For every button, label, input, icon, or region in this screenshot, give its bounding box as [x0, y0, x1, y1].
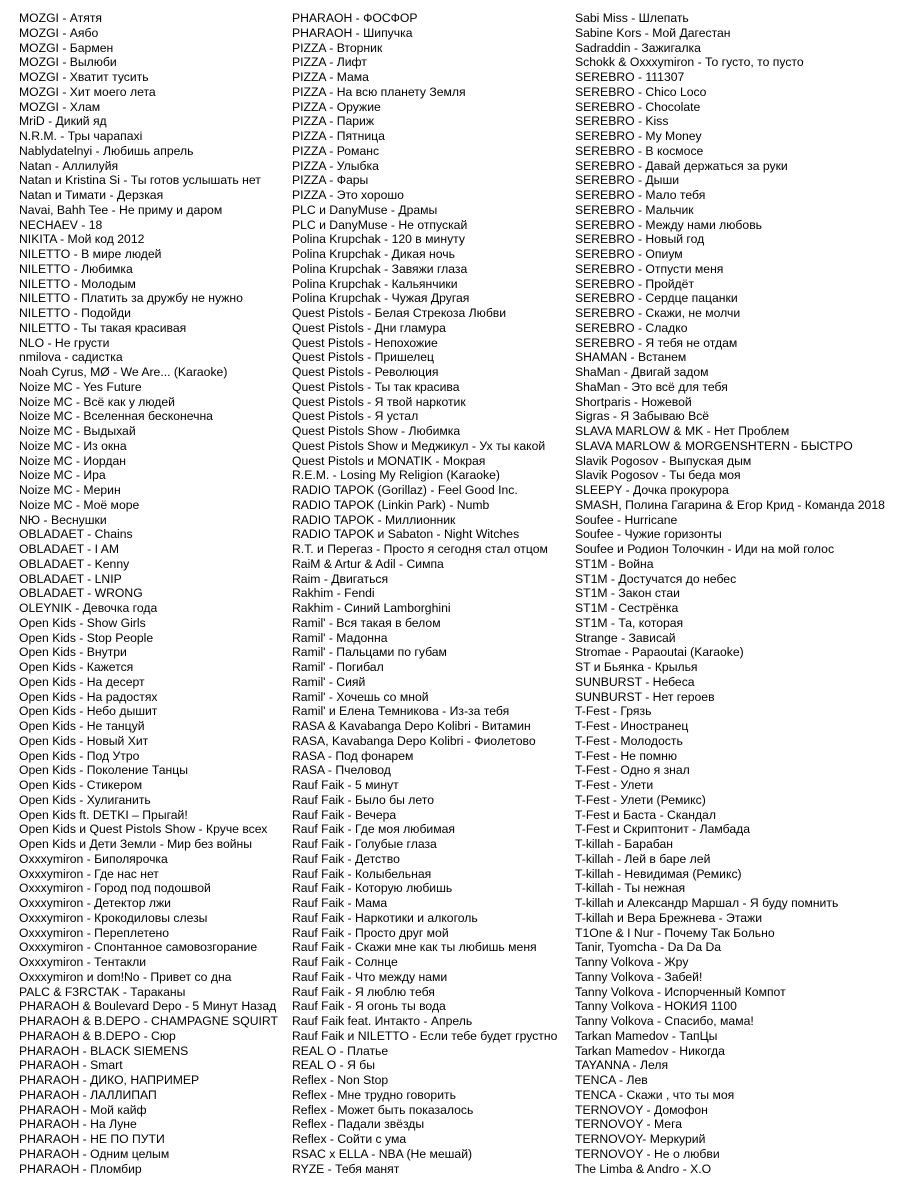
song-entry: SEREBRO - Пройдёт: [575, 276, 695, 291]
song-entry: Quest Pistols - Белая Стрекоза Любви: [292, 306, 507, 320]
song-entry: MOZGI - Аябо: [19, 25, 99, 40]
song-entry: MOZGI - Хлам: [19, 99, 101, 114]
song-entry: SEREBRO - Опиум: [575, 247, 683, 261]
song-entry: T-Fest и Скриптонит - Ламбада: [575, 822, 750, 837]
song-entry: Rauf Faik и NILETTO - Если тебе будет грустно: [292, 1028, 558, 1043]
song-entry: Oxxxymiron - Спонтанное самовозгорание: [19, 940, 258, 955]
song-entry: Quest Pistols - Я устал: [292, 409, 419, 424]
song-entry: SLEEPY - Дочка прокурора: [575, 483, 729, 497]
song-entry: Polina Krupchak - Завяжи глаза: [292, 261, 468, 276]
song-entry: Noize MC - Моё море: [19, 497, 140, 512]
song-entry: SEREBRO - Давай держаться за руки: [575, 158, 788, 173]
song-entry: Rauf Faik - Голубые глаза: [292, 837, 437, 851]
song-entry: Reflex - Сойти с ума: [292, 1132, 407, 1146]
song-entry: RASA & Kavabanga Depo Kolibri - Витамин: [292, 719, 531, 733]
song-entry: ST1M - Та, которая: [575, 615, 684, 630]
song-entry: Open Kids - На десерт: [19, 674, 145, 689]
song-entry: Open Kids - Show Girls: [19, 615, 146, 630]
song-entry: N.R.M. - Тры чарапахі: [19, 129, 143, 143]
song-entry: RADIO TAPOK (Linkin Park) - Numb: [292, 497, 490, 512]
song-entry: Rauf Faik - 5 минут: [292, 778, 399, 792]
song-entry: PHARAOH - НЕ ПО ПУТИ: [19, 1132, 165, 1146]
song-entry: Tarkan Mamedov - ТапЦы: [575, 1028, 718, 1043]
song-entry: Noize MC - Вселенная бесконечна: [19, 409, 213, 424]
song-entry: Navai, Bahh Tee - Не приму и даром: [19, 202, 223, 217]
song-entry: Soufee - Hurricane: [575, 512, 678, 527]
song-entry: SLAVA MARLOW & MORGENSHTERN - БЫСТРО: [575, 438, 853, 453]
song-entry: Reflex - Non Stop: [292, 1073, 389, 1087]
song-entry: SEREBRO - Сладко: [575, 320, 688, 335]
song-entry: Rauf Faik - Где моя любимая: [292, 822, 455, 837]
song-entry: Noize MC - Иордан: [19, 453, 126, 468]
song-entry: ShaMan - Двигай задом: [575, 365, 709, 379]
song-entry: Rauf Faik - Просто друг мой: [292, 925, 449, 940]
song-entry: PHARAOH - ДИКО, НАПРИМЕР: [19, 1073, 200, 1087]
song-entry: NIKITA - Мой код 2012: [19, 232, 145, 247]
song-entry: Ramil' - Вся такая в белом: [292, 615, 441, 630]
song-entry: SEREBRO - Отпусти меня: [575, 261, 724, 276]
song-entry: PHARAOH - ЛАЛЛИПАП: [19, 1087, 157, 1102]
song-entry: Reflex - Мне трудно говорить: [292, 1087, 456, 1102]
song-entry: PIZZA - Пятница: [292, 129, 385, 143]
song-entry: Noize MC - Всё как у людей: [19, 394, 175, 409]
song-entry: RADIO TAPOK и Sabaton - Night Witches: [292, 527, 520, 542]
song-entry: Polina Krupchak - Кальянчики: [292, 276, 458, 291]
song-entry: OBLADAET - Kenny: [19, 556, 130, 571]
song-entry: NLO - Не грусти: [19, 335, 110, 350]
song-entry: PALC & F3RCTAK - Тараканы: [19, 984, 186, 999]
song-entry: Open Kids - Хулиганить: [19, 792, 151, 807]
song-entry: Ramil' - Погибал: [292, 660, 384, 674]
song-entry: TERNOVOY - Мега: [575, 1117, 683, 1132]
song-entry: Oxxxymiron - Переплетено: [19, 925, 170, 940]
song-entry: Rauf Faik - Которую любишь: [292, 881, 453, 896]
song-entry: PIZZA - Лифт: [292, 55, 367, 70]
song-entry: ST1M - Война: [575, 556, 654, 571]
song-entry: NECHAEV - 18: [19, 217, 103, 232]
song-entry: Quest Pistols - Я твой наркотик: [292, 394, 466, 409]
song-entry: Tanir, Tyomcha - Da Da Da: [575, 940, 722, 955]
song-entry: Stromae - Papaoutai (Karaoke): [575, 645, 744, 660]
song-entry: MOZGI - Вылюби: [19, 55, 117, 70]
song-entry: SLAVA MARLOW & MK - Нет Проблем: [575, 424, 790, 438]
song-entry: T-killah - Лей в баре лей: [575, 851, 711, 866]
song-entry: Ramil' и Елена Темникова - Из-за тебя: [292, 704, 510, 719]
song-entry: Oxxxymiron - Биполярочка: [19, 851, 168, 866]
song-entry: The Limba & Andro - X.O: [575, 1161, 712, 1176]
song-entry: Tanny Volkova - Жру: [575, 955, 689, 969]
song-entry: SEREBRO - Сердце пацанки: [575, 291, 738, 306]
song-entry: Noize MC - Из окна: [19, 438, 127, 453]
song-entry: RSAC x ELLA - NBA (Не мешай): [292, 1146, 473, 1161]
song-entry: NILETTO - Ты такая красивая: [19, 320, 187, 335]
song-entry: OLEYNIK - Девочка года: [19, 601, 158, 615]
song-entry: Ramil' - Пальцами по губам: [292, 645, 447, 660]
song-entry: Quest Pistols - Дни гламура: [292, 320, 446, 335]
song-entry: T-Fest и Баста - Скандал: [575, 807, 716, 822]
song-entry: Rauf Faik - Вечера: [292, 807, 397, 822]
song-entry: T-Fest - Грязь: [575, 704, 652, 719]
song-entry: Open Kids - На радостях: [19, 689, 158, 704]
song-entry: RASA - Под фонарем: [292, 748, 414, 763]
song-entry: NЮ - Веснушки: [19, 512, 107, 527]
song-entry: ST1M - Закон стаи: [575, 586, 680, 601]
song-entry: SEREBRO - 111307: [575, 70, 685, 84]
song-entry: Noize MC - Мерин: [19, 483, 121, 497]
song-entry: MOZGI - Атятя: [19, 11, 102, 25]
song-entry: Tanny Volkova - Испорченный Компот: [575, 984, 786, 999]
song-entry: Open Kids - Кажется: [19, 660, 134, 674]
song-entry: Quest Pistols - Революция: [292, 365, 439, 379]
song-entry: Rauf Faik - Я огонь ты вода: [292, 999, 446, 1014]
song-entry: T-Fest - Молодость: [575, 733, 683, 748]
song-entry: Slavik Pogosov - Выпуская дым: [575, 453, 752, 468]
song-entry: Rauf Faik - Мама: [292, 896, 388, 910]
song-entry: PIZZA - Улыбка: [292, 158, 379, 173]
song-entry: PHARAOH - Smart: [19, 1058, 123, 1073]
song-entry: Open Kids - Новый Хит: [19, 733, 149, 748]
song-entry: NILETTO - Любимка: [19, 261, 133, 276]
song-entry: PHARAOH & B.DEPO - Сюр: [19, 1028, 176, 1043]
song-entry: Open Kids ft. DETKI – Прыгай!: [19, 807, 188, 822]
song-entry: Rauf Faik - Солнце: [292, 955, 398, 969]
song-entry: Open Kids - Не танцуй: [19, 719, 145, 733]
song-entry: Tarkan Mamedov - Никогда: [575, 1043, 725, 1058]
song-entry: Tanny Volkova - НОКИЯ 1100: [575, 999, 737, 1014]
song-entry: SUNBURST - Нет героев: [575, 689, 715, 704]
song-entry: OBLADAET - Chains: [19, 527, 133, 542]
song-entry: SEREBRO - Дыши: [575, 173, 680, 188]
song-entry: NILETTO - В мире людей: [19, 247, 162, 261]
song-entry: Open Kids - Поколение Танцы: [19, 763, 188, 778]
song-entry: PIZZA - Париж: [292, 114, 374, 129]
song-entry: Ramil' - Мадонна: [292, 630, 388, 645]
song-entry: PHARAOH - Шипучка: [292, 25, 413, 40]
song-entry: T-killah - Невидимая (Ремикс): [575, 866, 742, 881]
song-entry: Sabine Kors - Мой Дагестан: [575, 25, 731, 40]
song-entry: Noize MC - Выдыхай: [19, 424, 136, 438]
song-entry: Sabi Miss - Шлепать: [575, 11, 689, 25]
song-entry: PIZZA - На всю планету Земля: [292, 84, 466, 99]
song-entry: Oxxxymiron - Тентакли: [19, 955, 147, 969]
song-entry: ST1M - Сестрёнка: [575, 601, 679, 615]
song-entry: Rauf Faik - Скажи мне как ты любишь меня: [292, 940, 537, 955]
song-entry: Rauf Faik - Было бы лето: [292, 792, 434, 807]
song-entry: Soufee и Родион Толочкин - Иди на мой голос: [575, 542, 835, 556]
song-entry: OBLADAET - I AM: [19, 542, 120, 556]
song-entry: RASA - Пчеловод: [292, 763, 391, 778]
song-entry: Natan и Тимати - Дерзкая: [19, 188, 164, 202]
song-entry: Open Kids - Стикером: [19, 778, 143, 792]
song-entry: MriD - Дикий яд: [19, 114, 107, 129]
song-entry: Tanny Volkova - Забей!: [575, 969, 703, 984]
song-entry: T-Fest - Улети (Ремикс): [575, 792, 706, 807]
song-entry: SEREBRO - Kiss: [575, 114, 669, 129]
song-entry: PHARAOH & Boulevard Depo - 5 Минут Назад: [19, 999, 277, 1014]
song-entry: Quest Pistols и MONATIK - Мокрая: [292, 453, 486, 468]
song-entry: R.T. и Перегаз - Просто я сегодня стал отцом: [292, 542, 548, 556]
song-entry: T1One & I Nur - Почему Так Больно: [575, 925, 775, 940]
song-entry: Sigras - Я Забываю Всё: [575, 409, 710, 424]
song-entry: Polina Krupchak - Дикая ночь: [292, 247, 455, 261]
song-entry: Slavik Pogosov - Ты беда моя: [575, 468, 741, 483]
song-entry: Rauf Faik feat. Интакто - Апрель: [292, 1014, 473, 1028]
song-entry: Noize MC - Yes Future: [19, 379, 142, 394]
song-entry: Noize MC - Ира: [19, 468, 106, 483]
song-entry: Rauf Faik - Я люблю тебя: [292, 984, 435, 999]
song-entry: ST1M - Достучатся до небес: [575, 571, 737, 586]
song-entry: Tanny Volkova - Спасибо, мама!: [575, 1014, 754, 1028]
song-entry: Sadraddin - Зажигалка: [575, 40, 701, 55]
song-entry: SEREBRO - В космосе: [575, 143, 704, 158]
song-entry: PLC и DanyMuse - Драмы: [292, 202, 438, 217]
song-entry: Reflex - Падали звёзды: [292, 1117, 425, 1132]
song-entry: TERNOVOY - Не о любви: [575, 1146, 720, 1161]
song-entry: Quest Pistols - Ты так красива: [292, 379, 460, 394]
song-column-3: [575, 11, 895, 1176]
song-entry: SUNBURST - Небеса: [575, 674, 695, 689]
song-entry: T-killah и Александр Маршал - Я буду помнить: [575, 896, 839, 910]
song-entry: SEREBRO - My Money: [575, 129, 702, 143]
song-list-page: [0, 11, 900, 1191]
song-entry: PIZZA - Романс: [292, 143, 380, 158]
song-entry: RASA, Kavabanga Depo Kolibri - Фиолетово: [292, 733, 536, 748]
song-entry: SEREBRO - Я тебя не отдам: [575, 335, 738, 350]
song-entry: Ramil' - Хочешь со мной: [292, 689, 429, 704]
song-entry: RYZE - Тебя манят: [292, 1161, 400, 1176]
song-entry: TAYANNA - Леля: [575, 1058, 669, 1073]
song-entry: Reflex - Может быть показалось: [292, 1102, 474, 1117]
song-entry: Shortparis - Ножевой: [575, 394, 692, 409]
song-entry: RADIO TAPOK - Миллионник: [292, 512, 456, 527]
song-entry: Raim - Двигаться: [292, 571, 389, 586]
song-entry: OBLADAET - WRONG: [19, 586, 143, 601]
song-entry: R.E.M. - Losing My Religion (Karaoke): [292, 468, 500, 483]
song-entry: REAL O - Я бы: [292, 1058, 376, 1073]
song-entry: Open Kids и Дети Земли - Мир без войны: [19, 837, 253, 851]
song-entry: TENCA - Лев: [575, 1073, 648, 1087]
song-entry: SEREBRO - Новый год: [575, 232, 705, 247]
song-entry: Natan и Kristina Si - Ты готов услышать нет: [19, 173, 261, 188]
song-entry: Rakhim - Синий Lamborghini: [292, 601, 451, 615]
song-entry: REAL O - Платье: [292, 1043, 389, 1058]
song-entry: Nablydatelnyi - Любишь апрель: [19, 143, 194, 158]
song-entry: Polina Krupchak - 120 в минуту: [292, 232, 465, 247]
song-entry: Open Kids и Quest Pistols Show - Круче всех: [19, 822, 268, 837]
song-entry: PHARAOH - На Луне: [19, 1117, 137, 1132]
song-entry: RaiM & Artur & Adil - Симпа: [292, 556, 444, 571]
song-entry: ST и Бьянка - Крылья: [575, 660, 698, 674]
song-entry: Rakhim - Fendi: [292, 586, 375, 601]
song-entry: PIZZA - Фары: [292, 173, 369, 188]
song-entry: PIZZA - Вторник: [292, 40, 383, 55]
song-entry: PHARAOH - Пломбир: [19, 1161, 142, 1176]
song-entry: ShaMan - Это всё для тебя: [575, 379, 728, 394]
song-entry: Strange - Зависай: [575, 630, 676, 645]
song-entry: TENCA - Скажи , что ты моя: [575, 1087, 735, 1102]
song-entry: PHARAOH - BLACK SIEMENS: [19, 1043, 189, 1058]
song-entry: PHARAOH & B.DEPO - CHAMPAGNE SQUIRT: [19, 1014, 278, 1028]
song-entry: PHARAOH - ФОСФОР: [292, 11, 418, 25]
song-entry: T-Fest - Иностранец: [575, 719, 689, 733]
song-entry: Oxxxymiron - Город под подошвой: [19, 881, 211, 896]
song-entry: Soufee - Чужие горизонты: [575, 527, 722, 542]
song-entry: Polina Krupchak - Чужая Другая: [292, 291, 470, 306]
song-entry: Oxxxymiron - Где нас нет: [19, 866, 159, 881]
song-column-1: [19, 11, 281, 1176]
song-entry: Rauf Faik - Наркотики и алкоголь: [292, 910, 478, 925]
song-entry: Quest Pistols Show - Любимка: [292, 424, 461, 438]
song-entry: T-killah и Вера Брежнева - Этажи: [575, 910, 763, 925]
song-entry: NILETTO - Молодым: [19, 276, 136, 291]
song-entry: PLC и DanyMuse - Не отпускай: [292, 217, 468, 232]
song-entry: SEREBRO - Chocolate: [575, 99, 701, 114]
song-entry: Rauf Faik - Детство: [292, 851, 400, 866]
song-entry: PIZZA - Это хорошо: [292, 188, 404, 202]
song-entry: NILETTO - Платить за дружбу не нужно: [19, 291, 243, 306]
song-entry: nmilova - садистка: [19, 350, 123, 365]
song-entry: Open Kids - Внутри: [19, 645, 127, 660]
song-entry: Quest Pistols - Непохожие: [292, 335, 438, 350]
song-entry: Natan - Аллилуйя: [19, 158, 119, 173]
song-entry: T-Fest - Одно я знал: [575, 763, 690, 778]
song-entry: T-Fest - Улети: [575, 778, 654, 792]
song-entry: Quest Pistols - Пришелец: [292, 350, 434, 365]
song-entry: T-killah - Барабан: [575, 837, 673, 851]
song-entry: SEREBRO - Chico Loco: [575, 84, 707, 99]
song-entry: PHARAOH - Одним целым: [19, 1146, 170, 1161]
song-entry: Open Kids - Stop People: [19, 630, 154, 645]
song-entry: SEREBRO - Мальчик: [575, 202, 694, 217]
song-entry: Open Kids - Под Утро: [19, 748, 140, 763]
song-entry: SEREBRO - Между нами любовь: [575, 217, 763, 232]
song-entry: MOZGI - Бармен: [19, 40, 114, 55]
song-entry: PIZZA - Оружие: [292, 99, 381, 114]
song-column-2: [292, 11, 570, 1176]
song-entry: Rauf Faik - Что между нами: [292, 969, 448, 984]
song-entry: SMASH, Полина Гагарина & Егор Крид - Команда 2018: [575, 497, 885, 512]
song-entry: Oxxxymiron - Крокодиловы слезы: [19, 910, 208, 925]
song-entry: SEREBRO - Мало тебя: [575, 188, 706, 202]
song-entry: PIZZA - Мама: [292, 70, 369, 84]
song-entry: SHAMAN - Встанем: [575, 350, 687, 365]
song-entry: T-killah - Ты нежная: [575, 881, 686, 896]
song-entry: MOZGI - Хватит тусить: [19, 70, 149, 84]
song-entry: Rauf Faik - Колыбельная: [292, 866, 432, 881]
song-entry: SEREBRO - Скажи, не молчи: [575, 306, 741, 320]
song-entry: Oxxxymiron и dom!No - Привет со дна: [19, 969, 232, 984]
song-entry: OBLADAET - LNIP: [19, 571, 122, 586]
song-entry: T-Fest - Не помню: [575, 748, 677, 763]
song-entry: Noah Cyrus, MØ - We Are... (Karaoke): [19, 365, 228, 379]
song-entry: NILETTO - Подойди: [19, 306, 131, 320]
song-entry: RADIO TAPOK (Gorillaz) - Feel Good Inc.: [292, 483, 518, 497]
song-entry: MOZGI - Хит моего лета: [19, 84, 156, 99]
song-entry: Open Kids - Небо дышит: [19, 704, 158, 719]
song-entry: TERNOVOY - Домофон: [575, 1102, 708, 1117]
song-entry: Ramil' - Сияй: [292, 674, 366, 689]
song-entry: Quest Pistols Show и Меджикул - Ух ты какой: [292, 438, 546, 453]
song-entry: PHARAOH - Мой кайф: [19, 1102, 147, 1117]
song-entry: Schokk & Oxxxymiron - То густо, то пусто: [575, 55, 804, 70]
song-entry: Oxxxymiron - Детектор лжи: [19, 896, 171, 910]
song-entry: TERNOVOY- Меркурий: [575, 1132, 706, 1146]
